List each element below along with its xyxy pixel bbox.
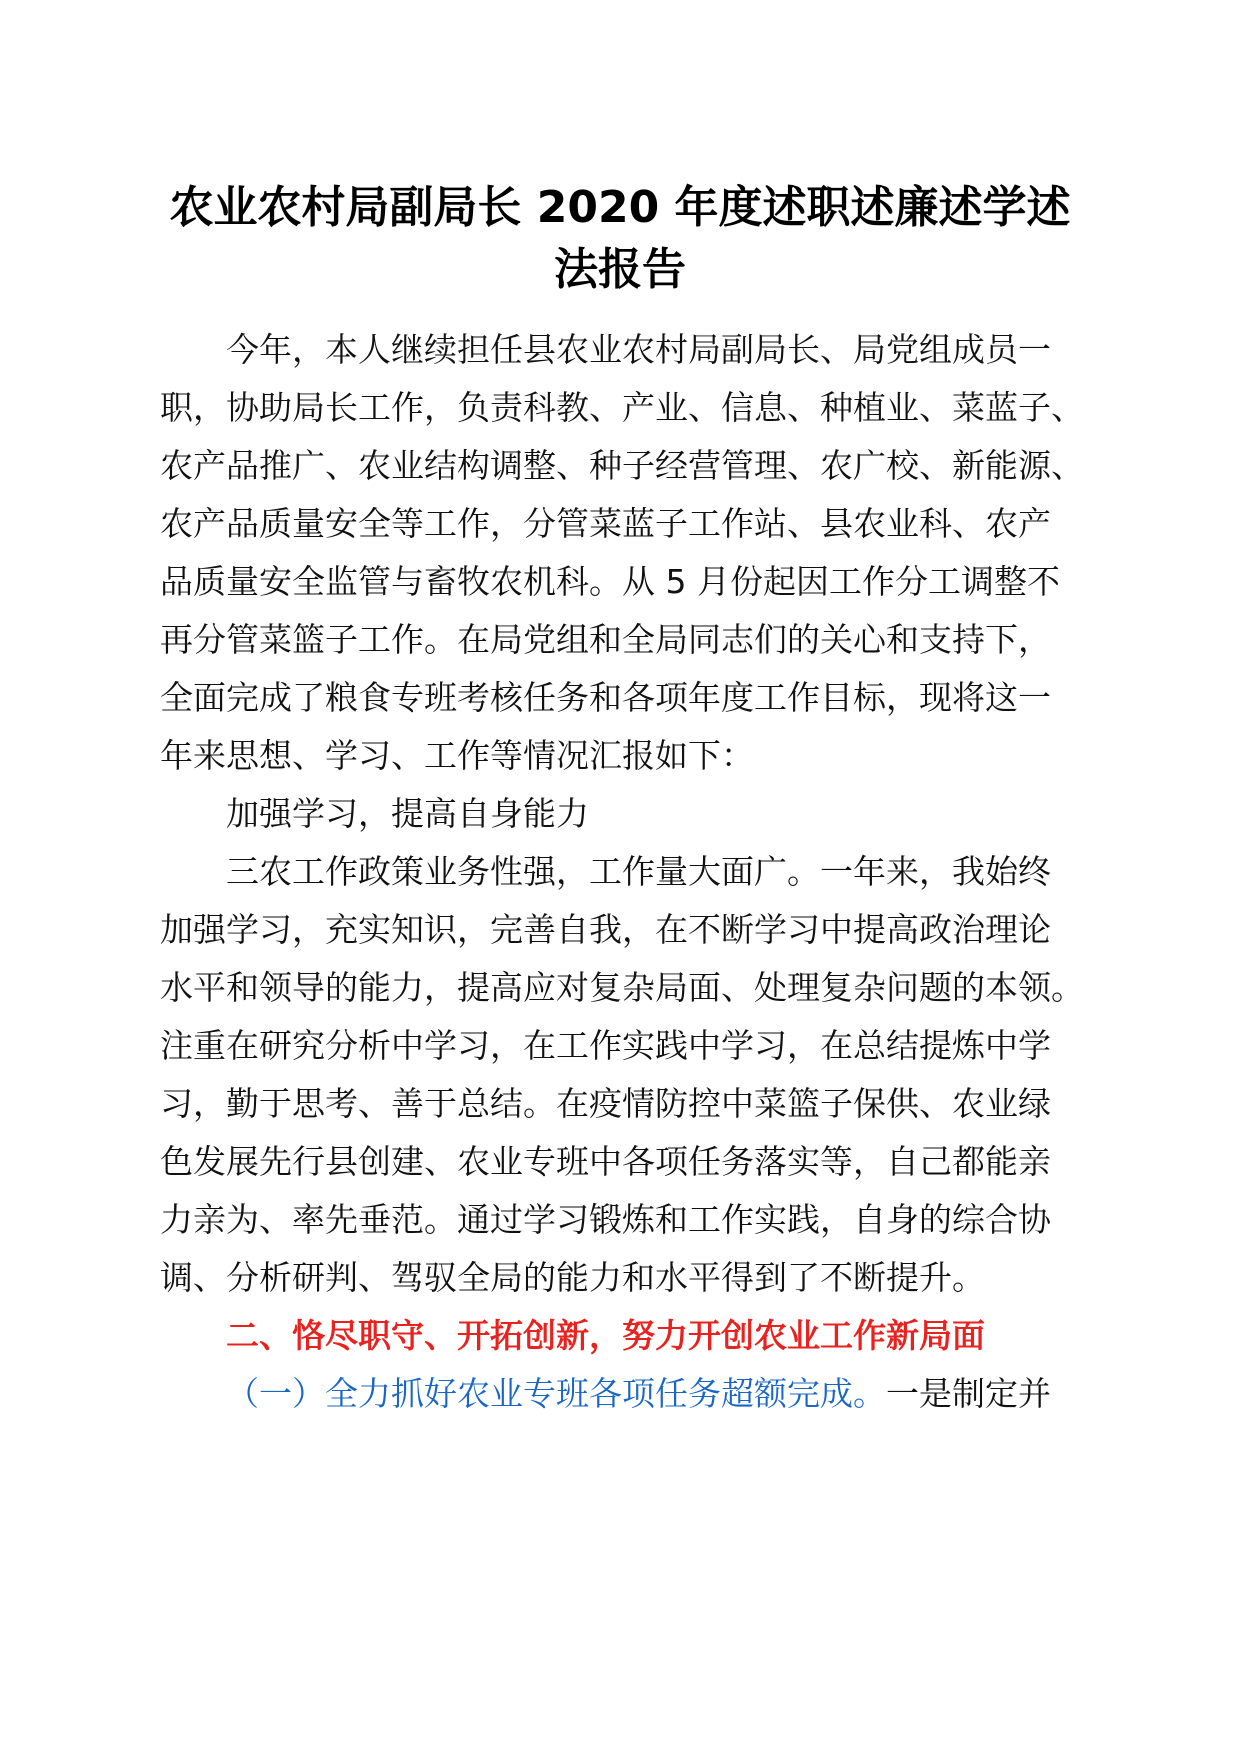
section-heading-duty: 二、恪尽职守、开拓创新，努力开创农业工作新局面 [226, 1316, 985, 1355]
text-line: 色发展先行县创建、农业专班中各项任务落实等，自己都能亲 [160, 1142, 1051, 1181]
text-line: 全面完成了粮食专班考核任务和各项年度工作目标，现将这一 [160, 678, 1051, 717]
text-line: 农产品质量安全等工作，分管菜蓝子工作站、县农业科、农产 [160, 504, 1051, 543]
text-line: 习，勤于思考、善于总结。在疫情防控中菜篮子保供、农业绿 [160, 1084, 1051, 1123]
document-title-line-2: 法报告 [554, 244, 686, 295]
text-line: 调、分析研判、驾驭全局的能力和水平得到了不断提升。 [160, 1258, 985, 1297]
text-line: 再分管菜篮子工作。在局党组和全局同志们的关心和支持下， [160, 620, 1051, 659]
document-title-line-1: 农业农村局副局长 2020 年度述职述廉述学述 [169, 182, 1071, 233]
subsection-heading: （一）全力抓好农业专班各项任务超额完成。 [226, 1374, 886, 1413]
subsection-text: 一是制定并 [886, 1374, 1051, 1413]
text-line: 职，协助局长工作，负责科教、产业、信息、种植业、菜蓝子、 [160, 388, 1084, 427]
text-line: 农产品推广、农业结构调整、种子经营管理、农广校、新能源、 [160, 446, 1084, 485]
text-line: 品质量安全监管与畜牧农机科。从 5 月份起因工作分工调整不 [160, 562, 1060, 601]
subsection-line [226, 1372, 1051, 1416]
section-heading-study: 加强学习，提高自身能力 [226, 794, 589, 833]
text-line: 今年，本人继续担任县农业农村局副局长、局党组成员一 [226, 330, 1051, 369]
text-line: 注重在研究分析中学习，在工作实践中学习，在总结提炼中学 [160, 1026, 1051, 1065]
text-line: 年来思想、学习、工作等情况汇报如下： [160, 736, 754, 775]
text-line: 三农工作政策业务性强，工作量大面广。一年来，我始终 [226, 852, 1051, 891]
text-line: 加强学习，充实知识，完善自我，在不断学习中提高政治理论 [160, 910, 1051, 949]
text-line: 水平和领导的能力，提高应对复杂局面、处理复杂问题的本领。 [160, 968, 1084, 1007]
text-line: 力亲为、率先垂范。通过学习锻炼和工作实践，自身的综合协 [160, 1200, 1051, 1239]
